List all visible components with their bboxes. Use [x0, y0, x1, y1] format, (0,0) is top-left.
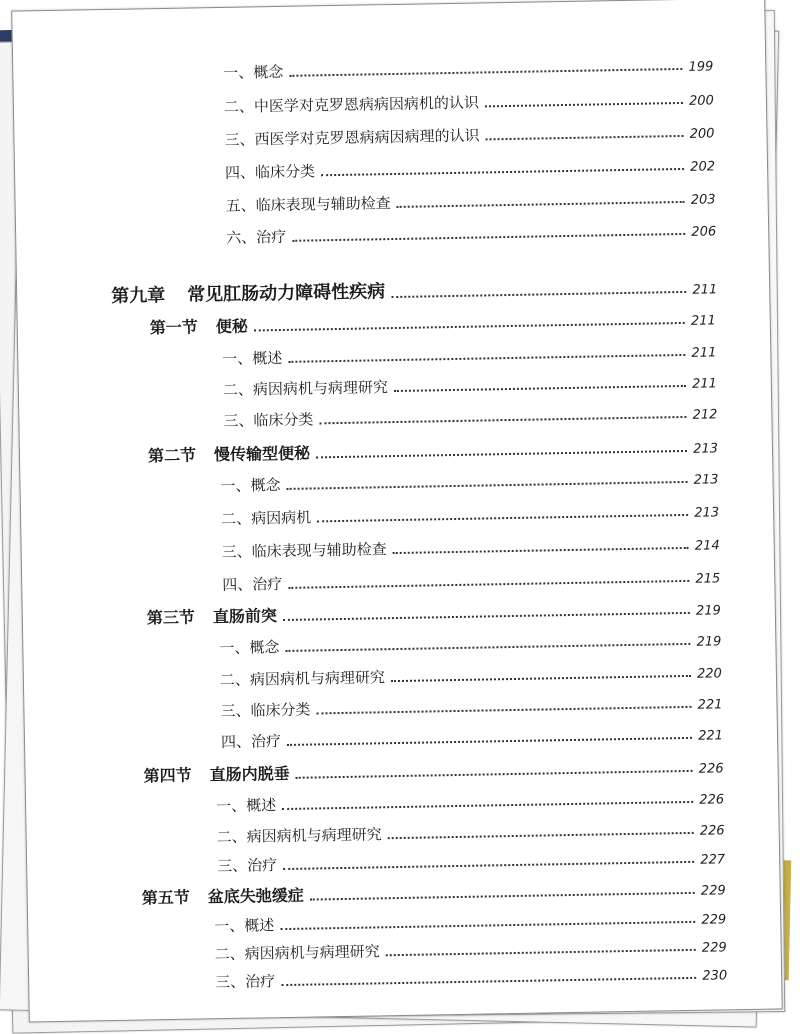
toc-item — [215, 962, 727, 992]
dot-leader — [254, 322, 685, 332]
toc-item-title: 二、中医学对克罗恩病病因病机的认识 — [223, 93, 480, 116]
section-heading — [142, 875, 726, 908]
dot-leader — [292, 233, 685, 242]
toc-item — [222, 532, 720, 562]
toc-item-page: 229 — [701, 912, 727, 928]
toc-item-title: 四、治疗 — [220, 732, 282, 752]
dot-leader — [394, 385, 686, 392]
toc-item-page: 202 — [690, 159, 716, 175]
toc-item-page: 213 — [693, 472, 719, 488]
toc-item — [216, 817, 724, 847]
toc-item-title: 三、临床分类 — [223, 410, 314, 431]
toc-item — [220, 660, 722, 690]
toc-item — [223, 401, 717, 431]
toc-item — [216, 786, 724, 816]
toc-item-title: 四、治疗 — [222, 575, 283, 595]
section-heading — [150, 305, 716, 338]
dot-leader — [280, 921, 695, 930]
dot-leader — [316, 450, 687, 458]
toc-item-page: 221 — [698, 728, 724, 744]
dot-leader — [287, 481, 688, 490]
section-heading — [147, 595, 721, 628]
toc-item-title: 一、概述 — [222, 348, 283, 369]
section-number: 第五节 — [141, 887, 190, 908]
dot-leader — [281, 977, 696, 986]
dot-leader — [485, 102, 683, 107]
toc-item-page: 226 — [699, 823, 725, 839]
dot-leader — [287, 737, 692, 746]
chapter-number: 第九章 — [111, 285, 166, 307]
dot-leader — [296, 770, 693, 779]
toc-item — [222, 339, 716, 369]
toc-item-title: 一、概述 — [215, 796, 277, 816]
chapter-heading — [111, 271, 717, 308]
dot-leader — [288, 354, 685, 363]
toc-item-page: 226 — [699, 792, 725, 808]
section-title: 直肠内脱垂 — [209, 763, 290, 785]
dot-leader — [310, 892, 695, 901]
section-title: 盆底失弛缓症 — [207, 885, 304, 907]
toc-item-page: 229 — [701, 940, 727, 956]
section-page: 219 — [695, 603, 721, 619]
toc-item-page: 211 — [691, 345, 717, 361]
toc-item — [223, 53, 713, 83]
toc-item-title: 三、治疗 — [217, 856, 278, 876]
section-page: 229 — [700, 883, 726, 899]
toc-item — [224, 87, 714, 117]
toc-page — [11, 0, 783, 1023]
section-number: 第四节 — [143, 765, 192, 786]
chapter-page: 211 — [692, 282, 718, 298]
toc-item-page: 211 — [691, 376, 717, 392]
toc-item-title: 三、临床表现与辅助检查 — [221, 540, 387, 562]
toc-item-page: 203 — [690, 192, 716, 208]
toc-item — [221, 722, 723, 752]
toc-item-title: 一、概念 — [220, 476, 281, 496]
toc-item — [220, 691, 722, 721]
toc-item-page: 199 — [688, 59, 714, 75]
dot-leader — [386, 949, 696, 956]
toc-item — [223, 370, 717, 400]
toc-item-title: 三、临床分类 — [220, 700, 311, 721]
toc-item-page: 215 — [695, 571, 721, 587]
toc-item — [225, 153, 715, 183]
toc-item-page: 212 — [692, 407, 718, 423]
toc-item-page: 221 — [697, 697, 723, 713]
toc-item — [219, 628, 721, 658]
toc-item-page: 200 — [688, 93, 715, 109]
dot-leader — [393, 547, 689, 554]
toc-item-title: 二、病因病机与病理研究 — [216, 825, 382, 847]
toc-item-title: 二、病因病机与病理研究 — [214, 942, 380, 964]
toc-item-title: 四、临床分类 — [224, 162, 316, 182]
toc-item-title: 二、病因病机 — [220, 508, 312, 529]
section-heading — [143, 753, 723, 786]
toc-item-page: 227 — [700, 852, 726, 868]
toc-item-title: 六、治疗 — [226, 227, 287, 247]
toc-item — [222, 565, 720, 595]
toc-item-title: 一、概述 — [214, 916, 275, 936]
section-number: 第三节 — [146, 607, 196, 628]
toc-item-title: 五、临床表现与辅助检查 — [225, 194, 391, 215]
dot-leader — [319, 416, 686, 424]
section-title: 便秘 — [215, 316, 248, 337]
section-number: 第二节 — [147, 445, 197, 466]
toc-item-page: 214 — [694, 538, 720, 554]
toc-item-page: 213 — [694, 505, 720, 521]
dot-leader — [283, 612, 690, 621]
toc-item-page: 220 — [696, 666, 723, 682]
dot-leader — [283, 861, 694, 870]
toc-item-page: 230 — [702, 968, 728, 984]
dot-leader — [388, 832, 694, 839]
toc-item — [225, 186, 715, 216]
dot-leader — [317, 706, 692, 715]
dot-leader — [486, 135, 684, 140]
toc-item — [214, 906, 726, 936]
toc-item-title: 一、概念 — [223, 62, 284, 82]
dot-leader — [289, 68, 682, 77]
dot-leader — [317, 514, 688, 522]
dot-leader — [391, 291, 686, 298]
toc-item — [221, 499, 719, 529]
dot-leader — [282, 801, 693, 810]
toc-item-title: 二、病因病机与病理研究 — [219, 668, 386, 690]
dot-leader — [321, 168, 684, 176]
toc-item — [224, 120, 714, 150]
toc-item-page: 219 — [696, 634, 722, 650]
dot-leader — [288, 580, 689, 589]
toc-item-title: 二、病因病机与病理研究 — [222, 378, 389, 400]
toc-item — [217, 846, 725, 876]
section-title: 直肠前突 — [212, 606, 278, 627]
dot-leader — [391, 675, 691, 682]
toc-item-page: 206 — [691, 224, 717, 240]
dot-leader — [285, 643, 690, 652]
toc-item — [226, 218, 716, 248]
section-page: 211 — [690, 313, 716, 329]
section-page: 226 — [698, 761, 724, 777]
toc-item-title: 一、概念 — [219, 638, 280, 658]
chapter-title: 常见肛肠动力障碍性疾病 — [187, 281, 386, 306]
toc-item-title: 三、西医学对克罗恩病病因病理的认识 — [224, 126, 480, 149]
dot-leader — [397, 201, 685, 208]
section-number: 第一节 — [149, 317, 198, 338]
section-page: 213 — [693, 441, 719, 457]
toc-item — [220, 466, 718, 496]
toc-item-title: 三、治疗 — [215, 972, 276, 992]
toc-item-page: 200 — [689, 126, 715, 142]
section-title: 慢传输型便秘 — [213, 443, 311, 465]
toc-item — [215, 934, 727, 964]
section-heading — [148, 433, 718, 466]
